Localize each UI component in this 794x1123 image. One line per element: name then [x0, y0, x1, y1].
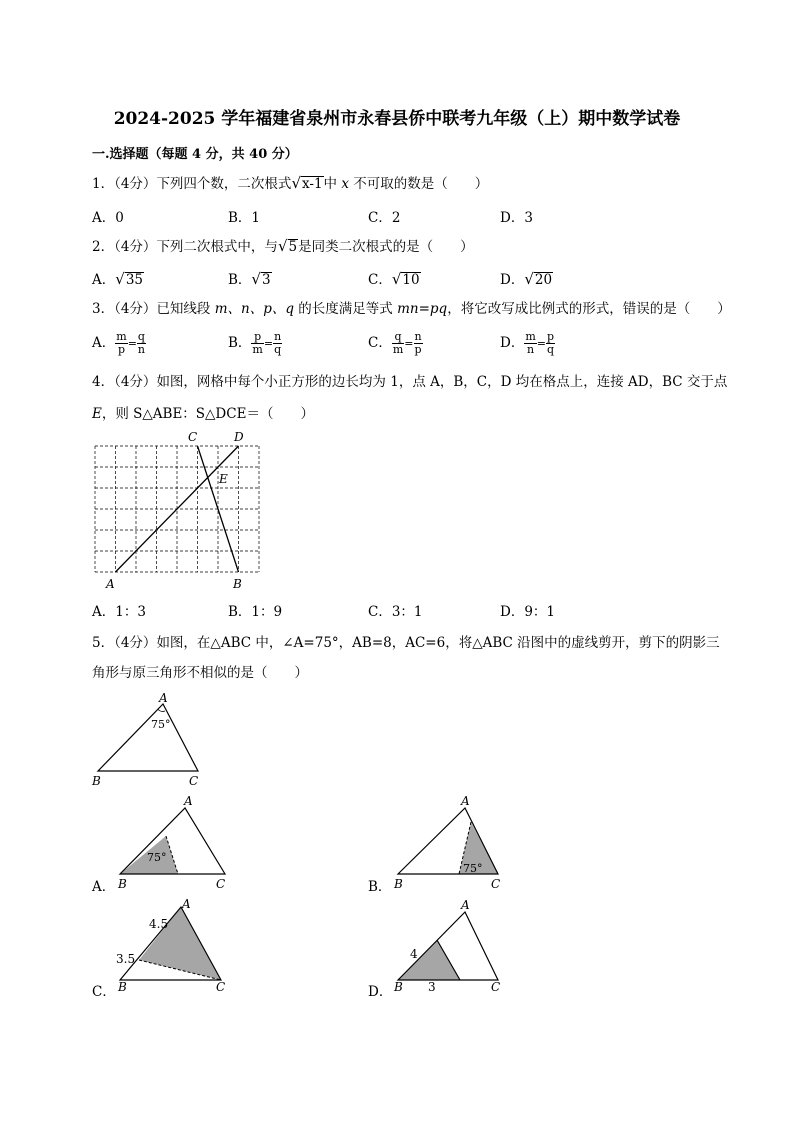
option-d[interactable]: D． $\frac{m}{n}$ = $\frac{p}{q}$ — [500, 330, 555, 356]
option-d[interactable]: D．√20 — [500, 270, 553, 288]
angle-label: 75° — [151, 718, 171, 731]
question-number: 4． — [92, 374, 115, 390]
option-c[interactable]: C．2 — [368, 210, 401, 226]
question-text: 已知线段 — [156, 301, 215, 317]
question-text: 如图，网格中每个小正方形的边长均为 1，点 A，B，C，D 均在格点上，连接 AD，BC 交于点 — [156, 374, 728, 390]
option-b[interactable]: B． $\frac{p}{m}$ = $\frac{n}{q}$ — [228, 330, 282, 356]
question-points: （4分） — [114, 635, 157, 651]
option-b[interactable]: B．√3 — [228, 270, 271, 288]
radicand: 5 — [288, 239, 298, 255]
question-text: 下列四个数，二次根式 — [156, 176, 292, 192]
question-points: （4分） — [114, 374, 157, 390]
question-points: （4分） — [114, 239, 157, 255]
question-text: ，将它改写成比例式的形式，错误的是（ ） — [447, 301, 731, 317]
variable: x — [341, 176, 349, 192]
svg-text:C: C — [491, 877, 501, 891]
original-triangle-figure — [88, 690, 218, 788]
radicand: x-1 — [302, 176, 323, 192]
radical-sign: √ — [291, 174, 301, 192]
length-label: 3 — [428, 980, 436, 994]
question-text: ，则 S△ABE：S△DCE＝（ ） — [101, 406, 314, 422]
option-a[interactable]: A．√35 — [92, 270, 143, 288]
label-d: D — [234, 430, 244, 444]
question-4 — [92, 372, 727, 392]
option-c[interactable]: C．3：1 — [368, 604, 423, 620]
question-points: （4分） — [114, 176, 157, 192]
question-points: （4分） — [114, 301, 157, 317]
question-number: 3． — [92, 301, 115, 317]
length-label: 3.5 — [116, 952, 136, 966]
length-label: 4.5 — [149, 917, 169, 931]
label-a: A — [106, 577, 115, 591]
label-b: B — [233, 577, 242, 591]
question-5 — [92, 633, 720, 653]
label-a: A — [159, 691, 168, 705]
angle-label: 75° — [147, 851, 167, 864]
option-d-figure[interactable] — [388, 896, 518, 1000]
option-b[interactable]: B．1：9 — [228, 604, 283, 620]
section-heading: 一.选择题（每题 4 分，共 40 分） — [92, 147, 298, 162]
question-text: 是同类二次根式的是（ ） — [298, 239, 474, 255]
svg-text:A: A — [184, 794, 193, 808]
question-4-line2 — [92, 404, 314, 424]
question-number: 2． — [92, 239, 115, 255]
grid-figure — [86, 426, 266, 594]
variables: m、n、p、q — [214, 301, 295, 317]
label-c: C — [189, 774, 199, 788]
option-a[interactable]: A．0 — [92, 210, 124, 226]
question-text: 的长度满足等式 — [294, 301, 398, 317]
option-c[interactable]: C．√10 — [368, 270, 420, 288]
option-a[interactable]: A． — [92, 879, 116, 895]
question-text: 如图，在△ABC 中，∠A=75°，AB=8，AC=6，将△ABC 沿图中的虚线剪开，剪下的阴影三 — [156, 635, 720, 651]
svg-text:C: C — [491, 980, 501, 994]
svg-text:B: B — [394, 980, 403, 994]
question-2 — [92, 236, 474, 257]
svg-text:B: B — [394, 877, 403, 891]
option-c[interactable]: C． — [92, 984, 116, 1000]
svg-text:A: A — [461, 898, 470, 912]
option-b[interactable]: B．1 — [228, 210, 261, 226]
option-a[interactable]: A．1：3 — [92, 604, 146, 620]
angle-label: 75° — [463, 862, 483, 875]
variable: E — [92, 406, 102, 422]
label-c: C — [188, 430, 198, 444]
option-d[interactable]: D． — [368, 984, 393, 1000]
equation: mn=pq — [397, 301, 448, 317]
option-d[interactable]: D．9：1 — [500, 604, 556, 620]
svg-text:C: C — [216, 980, 226, 994]
svg-text:B: B — [118, 877, 127, 891]
svg-text:A: A — [461, 794, 470, 808]
question-number: 5． — [92, 635, 115, 651]
question-1 — [92, 173, 488, 194]
label-e: E — [219, 472, 228, 486]
label-b: B — [92, 774, 101, 788]
page-title: 2024-2025 学年福建省泉州市永春县侨中联考九年级（上）期中数学试卷 — [113, 109, 681, 129]
question-number: 1． — [92, 176, 115, 192]
option-d[interactable]: D．3 — [500, 210, 533, 226]
shaded-triangle — [398, 940, 460, 980]
length-label: 4 — [410, 947, 418, 961]
question-3 — [92, 299, 731, 319]
option-b[interactable]: B． — [368, 879, 392, 895]
svg-text:B: B — [118, 980, 127, 994]
option-c[interactable]: C． $\frac{q}{m}$ = $\frac{n}{p}$ — [368, 330, 422, 356]
svg-text:C: C — [216, 877, 226, 891]
question-text: 不可取的数是（ ） — [348, 176, 489, 192]
option-a[interactable]: A． $\frac{m}{p}$ = $\frac{q}{n}$ — [92, 330, 145, 356]
question-text: 中 — [323, 176, 342, 192]
svg-text:A: A — [182, 897, 191, 911]
radical-sign: √ — [277, 237, 288, 255]
question-5-line2: 角形与原三角形不相似的是（ ） — [92, 665, 308, 681]
question-text: 下列二次根式中，与 — [156, 239, 278, 255]
option-b-figure[interactable] — [388, 790, 518, 894]
